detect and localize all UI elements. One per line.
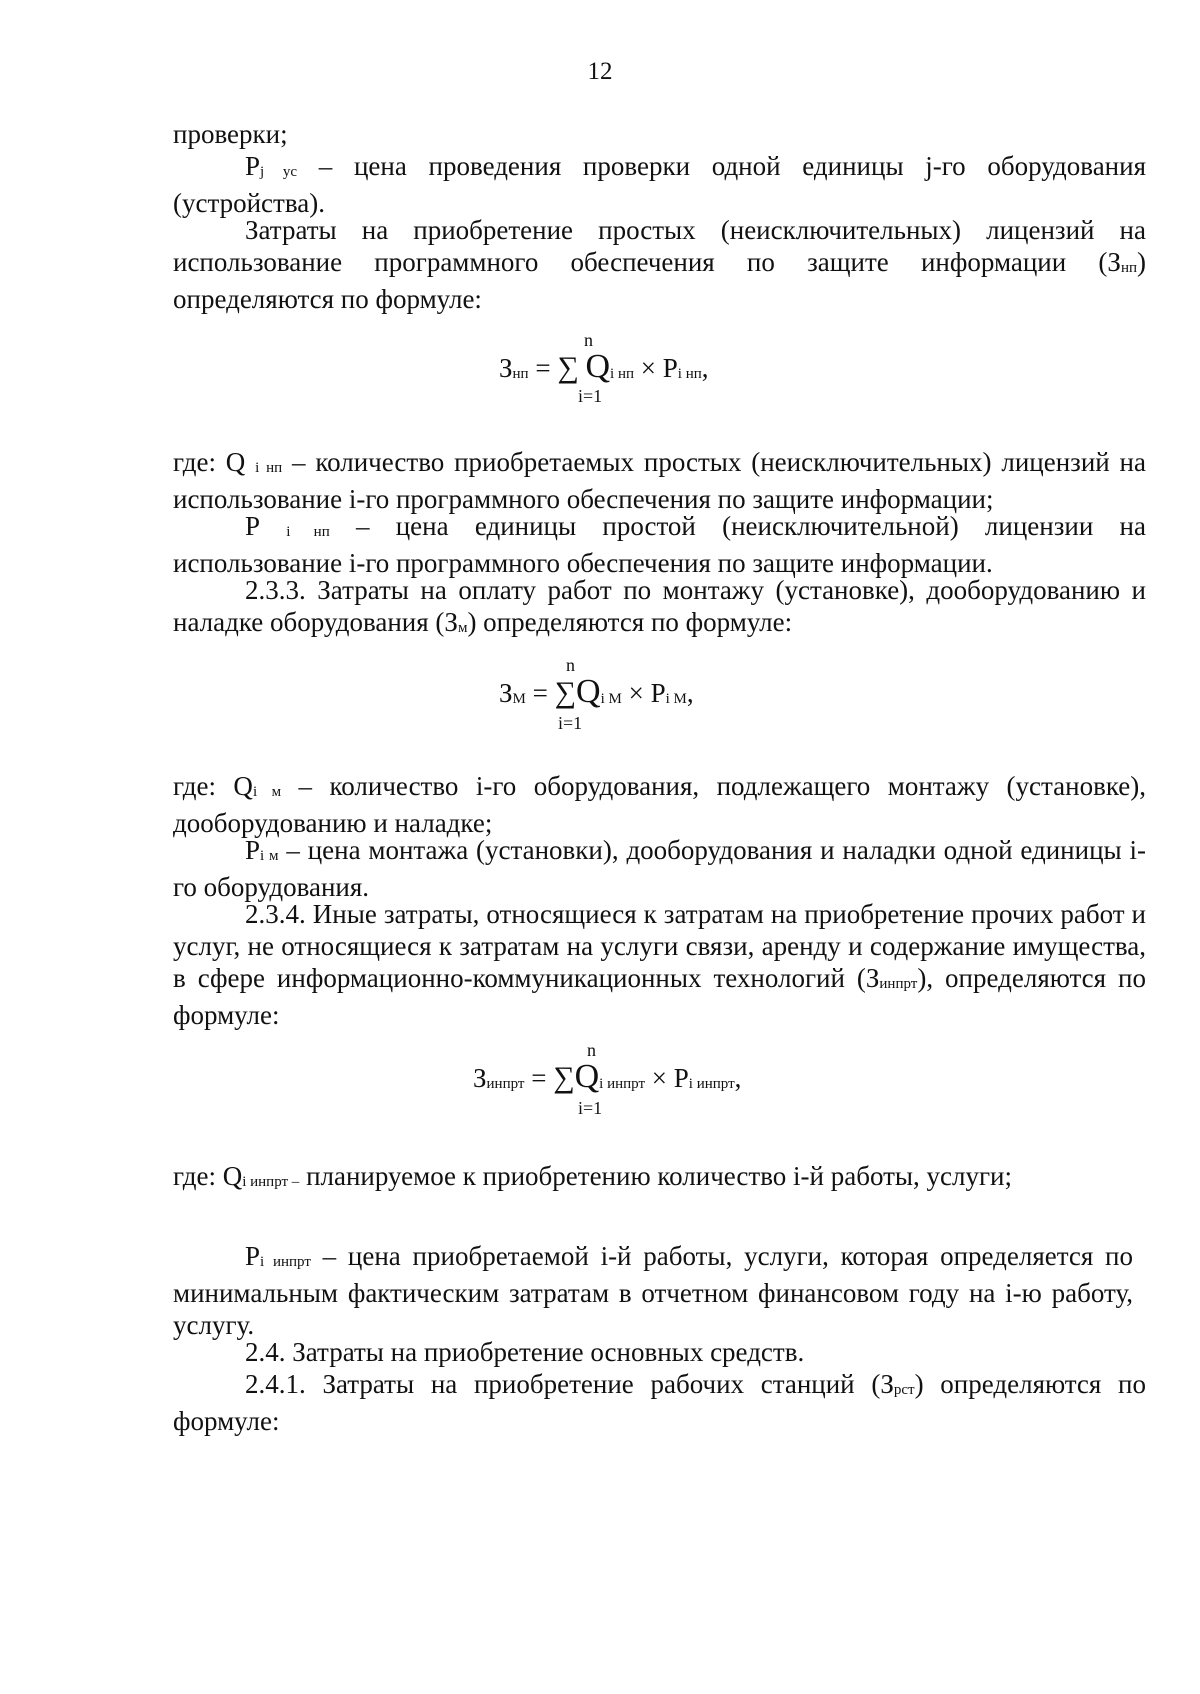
definition-text: планируемое к приобретению количество i-й работы, услуги; xyxy=(299,1161,1013,1191)
formula-p: P xyxy=(650,678,666,708)
symbol-sub: инпрт xyxy=(879,976,918,992)
formula-q: Q xyxy=(576,673,601,710)
where-lead: где: Q xyxy=(173,447,256,477)
formula-p-sub: i инпрт xyxy=(688,1076,735,1092)
symbol-p: P xyxy=(245,1241,261,1271)
formula-lhs: З xyxy=(473,1063,487,1093)
section-text: 2.3.3. Затраты на оплату работ по монтажу (установке), дооборудованию и наладке оборудования (З xyxy=(173,575,1146,637)
formula-equals: = xyxy=(525,678,555,708)
sum-symbol: ∑ xyxy=(557,351,579,384)
formula-end: , xyxy=(734,1063,742,1093)
page-number: 12 xyxy=(587,58,613,85)
formula-times: × xyxy=(645,1063,674,1093)
definition-text: – количество приобретаемых простых (неисключительных) лицензий на использование i-го программного обеспечения по защите информации; xyxy=(173,447,1146,514)
formula-times: × xyxy=(621,678,651,708)
where-lead: где: Q xyxy=(173,1161,243,1191)
symbol-sub: i инпрт xyxy=(260,1254,311,1270)
definition-text: – количество i-го оборудования, подлежащего монтажу (установке), дооборудованию и наладке; xyxy=(173,771,1147,838)
paragraph-2-3-3 xyxy=(173,574,1146,643)
formula-times: × xyxy=(634,353,663,383)
sum-upper-limit: n xyxy=(587,1040,596,1060)
section-end: ) определяются по формуле: xyxy=(173,1369,1146,1436)
sum-lower-limit: i=1 xyxy=(558,713,583,733)
sum-symbol: ∑ xyxy=(553,1061,575,1094)
formula-p-sub: i нп xyxy=(677,366,702,382)
sum-upper-limit: n xyxy=(566,655,575,675)
formula-q-sub: i М xyxy=(600,691,622,707)
formula-lhs-sub: нп xyxy=(512,366,529,382)
section-end: ) определяются по формуле: xyxy=(467,607,793,637)
paragraph-q-inprt-definition xyxy=(173,1160,1146,1197)
formula-equals: = xyxy=(524,1063,554,1093)
paragraph-p-inprt-definition xyxy=(173,1240,1133,1341)
sum-lower-limit: i=1 xyxy=(578,1098,603,1118)
formula-lhs-sub: М xyxy=(512,691,526,707)
formula-lhs: З xyxy=(499,353,513,383)
section-text: 2.3.4. Иные затраты, относящиеся к затратам на приобретение прочих работ и услуг, не относящиеся к затратам на услуги связи, аренду и содержание имущества, в сфере информационно-коммуникационных технологий (З xyxy=(173,899,1146,993)
intro-text: Затраты на приобретение простых (неисключительных) лицензий на использование программного обеспечения по защите информации ( xyxy=(173,215,1146,277)
formula-q-sub: i инпрт xyxy=(599,1076,646,1092)
paragraph-p-m-definition xyxy=(173,834,1146,903)
symbol-p: Р xyxy=(245,511,287,541)
symbol-p: P xyxy=(245,835,261,865)
definition-text: – цена единицы простой (неисключительной) лицензии на использование i-го программного обеспечения по защите информации. xyxy=(173,511,1146,578)
section-end: ), определяются по формуле: xyxy=(173,963,1146,1030)
paragraph-q-np-definition xyxy=(173,446,1146,515)
formula-p: P xyxy=(662,353,678,383)
definition-text: – цена проведения проверки одной единицы j-го оборудования (устройства). xyxy=(173,151,1146,218)
symbol-sub: нп xyxy=(1120,260,1137,276)
paragraph-2-4-1 xyxy=(173,1368,1146,1437)
paragraph-check-price xyxy=(173,150,1146,219)
sum-upper-limit: n xyxy=(584,330,593,350)
symbol-sub: i нп xyxy=(255,460,283,476)
symbol-sub: рст xyxy=(893,1382,915,1398)
section-text: 2.4.1. Затраты на приобретение рабочих станций (З xyxy=(245,1369,894,1399)
symbol-p: P xyxy=(245,151,261,181)
formula-q: Q xyxy=(574,1058,600,1095)
paragraph-p-np-definition xyxy=(173,510,1146,579)
sum-symbol: ∑ xyxy=(554,676,576,709)
sum-lower-limit: i=1 xyxy=(578,386,603,406)
formula-equals: = xyxy=(528,353,558,383)
formula-p-sub: i М xyxy=(665,691,687,707)
symbol-sub: м xyxy=(457,620,468,636)
paragraph-licenses-intro xyxy=(173,214,1146,315)
paragraph-2-3-4 xyxy=(173,898,1146,1031)
formula-lhs: З xyxy=(499,678,513,708)
intro-end: ) определяются по формуле: xyxy=(173,247,1146,314)
symbol-sub: j ус xyxy=(260,164,298,180)
definition-text: – цена приобретаемой i-й работы, услуги, которая определяется по минимальным фактическим затратам в отчетном финансовом году на i-ю работу, услугу. xyxy=(173,1241,1133,1340)
formula-end: , xyxy=(686,678,694,708)
paragraph-checks-end: проверки; xyxy=(173,119,288,149)
formula-lhs-sub: инпрт xyxy=(486,1076,525,1092)
paragraph-q-m-definition xyxy=(173,770,1146,839)
formula-end: , xyxy=(701,353,709,383)
formula-p: P xyxy=(673,1063,689,1093)
formula-q: Q xyxy=(585,348,611,385)
symbol-sub: i нп xyxy=(286,524,330,540)
where-lead: где: Q xyxy=(173,771,253,801)
symbol-z: З xyxy=(1107,247,1121,277)
paragraph-2-4: 2.4. Затраты на приобретение основных средств. xyxy=(245,1337,805,1367)
symbol-sub: i м xyxy=(252,784,282,800)
symbol-sub: i м xyxy=(260,848,279,864)
formula-q-sub: i нп xyxy=(610,366,635,382)
symbol-sub: i инпрт – xyxy=(242,1174,300,1190)
definition-text: – цена монтажа (установки), дооборудования и наладки одной единицы i-го оборудования. xyxy=(173,835,1146,902)
